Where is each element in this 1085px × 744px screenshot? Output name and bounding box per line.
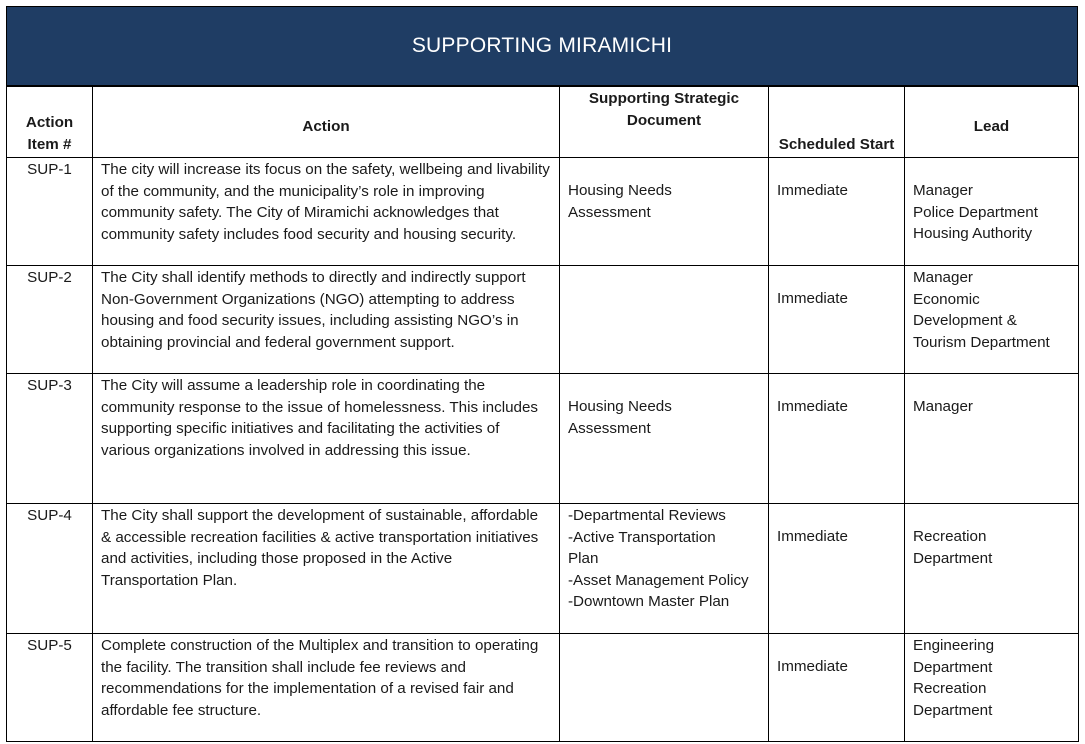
header-row bbox=[7, 87, 1079, 158]
action-item-id: SUP-2 bbox=[7, 266, 93, 374]
supporting-document bbox=[560, 266, 769, 374]
action-text: The City shall support the development of sustainable, affordable & accessible recreation facilities & active transportation initiatives and activities, including those proposed in the Active Transportation Plan. bbox=[93, 504, 560, 634]
table-row bbox=[7, 504, 1079, 634]
scheduled-start: Immediate bbox=[769, 266, 905, 374]
lead: Engineering Department Recreation Department bbox=[905, 634, 1079, 742]
action-text: Complete construction of the Multiplex and transition to operating the facility. The transition shall include fee reviews and recommendations for the implementation of a revised fair and affordable fee structure. bbox=[93, 634, 560, 742]
table-row bbox=[7, 634, 1079, 742]
action-text: The City will assume a leadership role in coordinating the community response to the issue of homelessness. This includes supporting specific initiatives and facilitating the activities of various organizations involved in addressing this issue. bbox=[93, 374, 560, 504]
action-table bbox=[6, 86, 1079, 742]
lead: Recreation Department bbox=[905, 504, 1079, 634]
header-action-item: Action Item # bbox=[7, 87, 93, 158]
lead: Manager bbox=[905, 374, 1079, 504]
header-scheduled-start: Scheduled Start bbox=[769, 87, 905, 158]
action-text: The city will increase its focus on the safety, wellbeing and livability of the community, and the municipality’s role in improving community safety. The City of Miramichi acknowledges that community safety includes food security and housing security. bbox=[93, 158, 560, 266]
supporting-document: Housing Needs Assessment bbox=[560, 374, 769, 504]
action-plan-sheet bbox=[6, 6, 1078, 742]
supporting-document: Housing Needs Assessment bbox=[560, 158, 769, 266]
lead: Manager Economic Development & Tourism Department bbox=[905, 266, 1079, 374]
page-title: SUPPORTING MIRAMICHI bbox=[411, 34, 673, 57]
supporting-document bbox=[560, 634, 769, 742]
action-item-id: SUP-4 bbox=[7, 504, 93, 634]
scheduled-start: Immediate bbox=[769, 158, 905, 266]
supporting-document: -Departmental Reviews -Active Transportation Plan -Asset Management Policy -Downtown Master Plan bbox=[560, 504, 769, 634]
table-row bbox=[7, 266, 1079, 374]
header-action: Action bbox=[93, 87, 560, 158]
action-item-id: SUP-1 bbox=[7, 158, 93, 266]
lead: Manager Police Department Housing Authority bbox=[905, 158, 1079, 266]
scheduled-start: Immediate bbox=[769, 504, 905, 634]
scheduled-start: Immediate bbox=[769, 634, 905, 742]
table-row bbox=[7, 158, 1079, 266]
scheduled-start: Immediate bbox=[769, 374, 905, 504]
action-text: The City shall identify methods to directly and indirectly support Non-Government Organizations (NGO) attempting to address housing and food security issues, including assisting NGO’s in obtaining provincial and federal government support. bbox=[93, 266, 560, 374]
action-item-id: SUP-3 bbox=[7, 374, 93, 504]
header-supporting-document: Supporting Strategic Document bbox=[560, 87, 769, 158]
title-banner bbox=[6, 6, 1078, 86]
action-item-id: SUP-5 bbox=[7, 634, 93, 742]
table-row bbox=[7, 374, 1079, 504]
header-lead: Lead bbox=[905, 87, 1079, 158]
